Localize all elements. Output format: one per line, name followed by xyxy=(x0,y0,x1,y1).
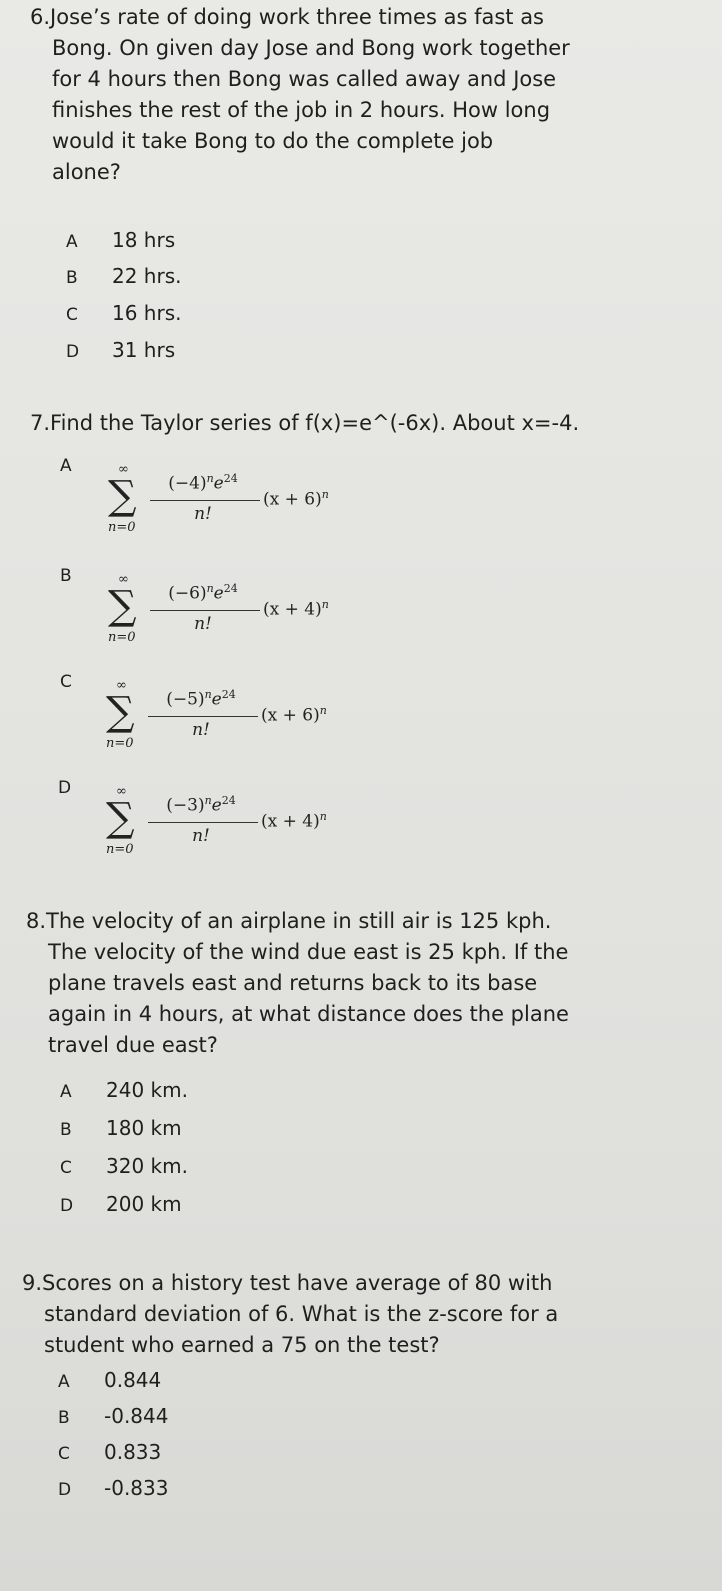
series-denominator: n! xyxy=(194,504,212,524)
fraction-bar xyxy=(150,500,260,501)
q7-option-d-letter[interactable]: D xyxy=(58,778,72,798)
q9-option-b[interactable] xyxy=(58,1398,168,1434)
sum-upper-limit: ∞ xyxy=(116,678,127,693)
sum-upper-limit: ∞ xyxy=(116,784,127,799)
q9-option-c[interactable] xyxy=(58,1434,161,1470)
q6-option-a[interactable] xyxy=(66,222,175,258)
option-text: 22 hrs. xyxy=(112,264,182,288)
q8-line: travel due east? xyxy=(48,1033,218,1057)
q9-option-d[interactable] xyxy=(58,1470,168,1506)
series-shift-term: $(x + 4)^n$ xyxy=(261,810,327,832)
option-letter: B xyxy=(60,1120,72,1140)
option-letter: D xyxy=(66,342,80,362)
q6-option-c[interactable] xyxy=(66,295,181,331)
sum-upper-limit: ∞ xyxy=(118,462,129,477)
q7-option-c-series[interactable] xyxy=(106,678,366,758)
sigma-icon: ∑ xyxy=(106,795,135,841)
q7-option-b-series[interactable] xyxy=(108,572,368,652)
option-text: 180 km xyxy=(106,1116,182,1140)
q8-line: again in 4 hours, at what distance does the plane xyxy=(48,1002,569,1026)
option-text: 31 hrs xyxy=(112,338,176,362)
q6-line: 6.Jose’s rate of doing work three times as fast as xyxy=(30,5,544,29)
option-letter: B xyxy=(58,1408,70,1428)
sum-lower-limit: n=0 xyxy=(108,630,136,645)
q7-option-b-letter[interactable]: B xyxy=(60,566,72,586)
series-numerator: $(-5)^ne^{24}$ xyxy=(166,688,236,710)
option-letter: C xyxy=(60,1158,72,1178)
series-numerator: $(-3)^ne^{24}$ xyxy=(166,794,236,816)
option-text: 18 hrs xyxy=(112,228,176,252)
option-text: 200 km xyxy=(106,1192,182,1216)
option-text: 240 km. xyxy=(106,1078,188,1102)
option-letter: A xyxy=(60,1082,72,1102)
q7-option-a-series[interactable] xyxy=(108,462,368,542)
q6-line: would it take Bong to do the complete job xyxy=(52,129,494,153)
option-text: 16 hrs. xyxy=(112,301,182,325)
q7-option-a-letter[interactable]: A xyxy=(60,456,72,476)
series-shift-term: $(x + 6)^n$ xyxy=(261,704,327,726)
q9-line: 9.Scores on a history test have average of 80 with xyxy=(22,1271,553,1295)
option-letter: D xyxy=(60,1196,74,1216)
fraction-bar xyxy=(148,822,258,823)
question-8-text xyxy=(26,906,569,1061)
option-letter: C xyxy=(66,305,78,325)
q6-line: Bong. On given day Jose and Bong work together xyxy=(52,36,570,60)
series-denominator: n! xyxy=(192,720,210,740)
series-shift-term: $(x + 6)^n$ xyxy=(263,488,329,510)
option-letter: A xyxy=(66,232,78,252)
series-numerator: $(-4)^ne^{24}$ xyxy=(168,472,238,494)
q6-line: alone? xyxy=(52,160,121,184)
q8-line: 8.The velocity of an airplane in still air is 125 kph. xyxy=(26,909,552,933)
q7-option-c-letter[interactable]: C xyxy=(60,672,72,692)
q9-line: standard deviation of 6. What is the z-score for a xyxy=(44,1302,559,1326)
option-letter: C xyxy=(58,1444,70,1464)
q6-line: for 4 hours then Bong was called away and Jose xyxy=(52,67,557,91)
series-numerator: $(-6)^ne^{24}$ xyxy=(168,582,238,604)
series-denominator: n! xyxy=(194,614,212,634)
q7-option-d-series[interactable] xyxy=(106,784,366,864)
option-text: 0.844 xyxy=(104,1368,162,1392)
q8-option-c[interactable] xyxy=(60,1148,188,1184)
option-letter: D xyxy=(58,1480,72,1500)
sum-lower-limit: n=0 xyxy=(108,520,136,535)
q6-option-b[interactable] xyxy=(66,258,181,294)
q8-option-b[interactable] xyxy=(60,1110,182,1146)
fraction-bar xyxy=(150,610,260,611)
q8-line: The velocity of the wind due east is 25 kph. If the xyxy=(48,940,569,964)
option-letter: B xyxy=(66,268,78,288)
fraction-bar xyxy=(148,716,258,717)
sum-upper-limit: ∞ xyxy=(118,572,129,587)
question-9-text xyxy=(22,1268,558,1361)
sum-lower-limit: n=0 xyxy=(106,842,134,857)
q9-line: student who earned a 75 on the test? xyxy=(44,1333,440,1357)
question-7-text xyxy=(30,408,579,439)
q9-option-a[interactable] xyxy=(58,1362,161,1398)
q8-option-a[interactable] xyxy=(60,1072,188,1108)
option-letter: A xyxy=(58,1372,70,1392)
option-text: -0.833 xyxy=(104,1476,169,1500)
q6-line: finishes the rest of the job in 2 hours. How long xyxy=(52,98,551,122)
q7-line: 7.Find the Taylor series of f(x)=e^(-6x). About x=-4. xyxy=(30,411,580,435)
option-text: -0.844 xyxy=(104,1404,169,1428)
q8-option-d[interactable] xyxy=(60,1186,182,1222)
option-text: 320 km. xyxy=(106,1154,188,1178)
series-denominator: n! xyxy=(192,826,210,846)
option-text: 0.833 xyxy=(104,1440,162,1464)
q8-line: plane travels east and returns back to its base xyxy=(48,971,538,995)
sigma-icon: ∑ xyxy=(108,473,137,519)
sigma-icon: ∑ xyxy=(108,583,137,629)
q6-option-d[interactable] xyxy=(66,332,175,368)
sigma-icon: ∑ xyxy=(106,689,135,735)
sum-lower-limit: n=0 xyxy=(106,736,134,751)
series-shift-term: $(x + 4)^n$ xyxy=(263,598,329,620)
question-6-text xyxy=(30,2,570,188)
